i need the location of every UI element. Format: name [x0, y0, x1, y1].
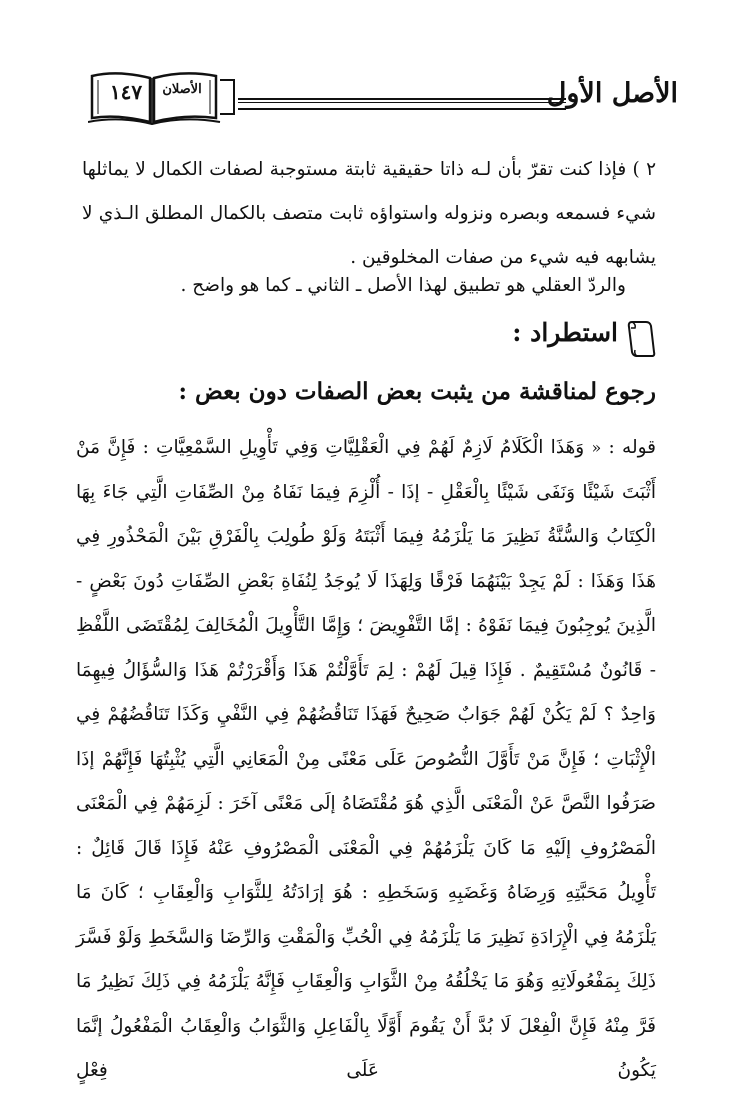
book-title: الأصلان: [162, 82, 202, 97]
running-title: الأصل الأول: [546, 78, 678, 109]
scroll-icon: [626, 318, 656, 358]
open-book-ornament: [88, 66, 238, 126]
section-subheading: رجوع لمناقشة من يثبت بعض الصفات دون بعض :: [178, 378, 656, 405]
quote-body: وَهَذَا الْكَلَامُ لَازِمٌ لَهُمْ فِي الْعَقْلِيَّاتِ وَفِي تَأْوِيلِ السَّمْعِيَّاتِ : فَإِنَّ مَنْ أَثْبَتَ شَيْئًا وَنَفَى شَيْئًا بِالْعَقْلِ - إذَا - أُلْزِمَ فِيمَا نَفَاهُ مِنْ الصِّفَاتِ الَّتِي جَاءَ بِهَا الْكِتَابُ وَالسُّنَّةُ نَظِيرَ مَا يَلْزَمُهُ فِيمَا أَثْبَتَهُ وَلَوْ طُولِبَ بِالْفَرْقِ بَيْنَ الْمَحْذُورِ فِي هَذَا وَهَذَا : لَمْ يَجِدْ بَيْنَهُمَا فَرْقًا وَلِهَذَا لَا يُوجَدُ لِنُفَاةِ بَعْضِ الصِّفَاتِ دُونَ بَعْضٍ - الَّذِينَ يُوجِبُونَ فِيمَا نَفَوْهُ : إمَّا التَّفْوِيضَ ؛ وَإِمَّا التَّأْوِيلَ الْمُخَالِفَ لِمُقْتَضَى اللَّفْظِ - قَانُونٌ مُسْتَقِيمٌ . فَإِذَا قِيلَ لَهُمْ : لِمَ تَأَوَّلْتُمْ هَذَا وَأَقْرَرْتُمْ هَذَا وَالسُّؤَالُ فِيهِمَا وَاحِدٌ ؟ لَمْ يَكُنْ لَهُمْ جَوَابٌ صَحِيحٌ فَهَذَا تَنَاقُضُهُمْ فِي النَّفْيِ وَكَذَا تَنَاقُضُهُمْ فِي الْإِثْبَاتِ ؛ فَإِنَّ مَنْ تَأَوَّلَ النُّصُوصَ عَلَى مَعْنًى مِنْ الْمَعَانِي الَّتِي يُثْبِتُهَا فَإِنَّهُمْ إذَا صَرَفُوا النَّصَّ عَنْ الْمَعْنَى الَّذِي هُوَ مُقْتَضَاهُ إلَى مَعْنًى آخَرَ : لَزِمَهُمْ فِي الْمَعْنَى الْمَصْرُوفِ إلَيْهِ مَا كَانَ يَلْزَمُهُمْ فِي الْمَعْنَى الْمَصْرُوفِ عَنْهُ فَإِذَا قَالَ قَائِلٌ : تَأْوِيلُ مَحَبَّتِهِ وَرِضَاهُ وَغَضَبِهِ وَسَخَطِهِ : هُوَ إرَادَتُهُ لِلثَّوَابِ وَالْعِقَابِ ؛ كَانَ مَا يَلْزَمُهُ فِي الْإِرَادَةِ نَظِيرَ مَا يَلْزَمُهُ فِي الْحُبِّ وَالْمَقْتِ وَالرِّضَا وَالسَّخَطِ وَلَوْ فَسَّرَ ذَلِكَ بِمَفْعُولَاتِهِ وَهُوَ مَا يَخْلُقُهُ مِنْ الثَّوَابِ وَالْعِقَابِ فَإِنَّهُ يَلْزَمُهُ فِي ذَلِكَ نَظِيرُ مَا فَرَّ مِنْهُ فَإِنَّ الْفِعْلَ لَا بُدَّ أَنْ يَقُومَ أَوَّلًا بِالْفَاعِلِ وَالثَّوَابُ وَالْعِقَابُ الْمَفْعُولُ إنَّمَا يَكُونُ عَلَى فِعْلٍ: [76, 437, 656, 1081]
quoted-text: [76, 426, 656, 1094]
quote-prefix: قوله :: [608, 437, 656, 458]
body-paragraph-1: ٢ ) فإذا كنت تقرّ بأن لـه ذاتا حقيقية ثابتة مستوجبة لصفات الكمال لا يماثلها شيء فسمعه وبصره ونزوله واستواؤه ثابت متصف بالكمال المطلق الـذي لا يشابهه فيه شيء من صفات المخلوقين .: [82, 159, 656, 268]
quote-ornament: «: [591, 438, 602, 457]
page-header: [88, 66, 678, 130]
header-rule: [238, 98, 566, 110]
body-paragraph-2: والردّ العقلي هو تطبيق لهذا الأصل ـ الثاني ـ كما هو واضح .: [180, 275, 626, 296]
section-title: استطراد :: [512, 318, 618, 347]
section-heading: [82, 316, 656, 362]
page-number: ١٤٧: [109, 80, 143, 104]
